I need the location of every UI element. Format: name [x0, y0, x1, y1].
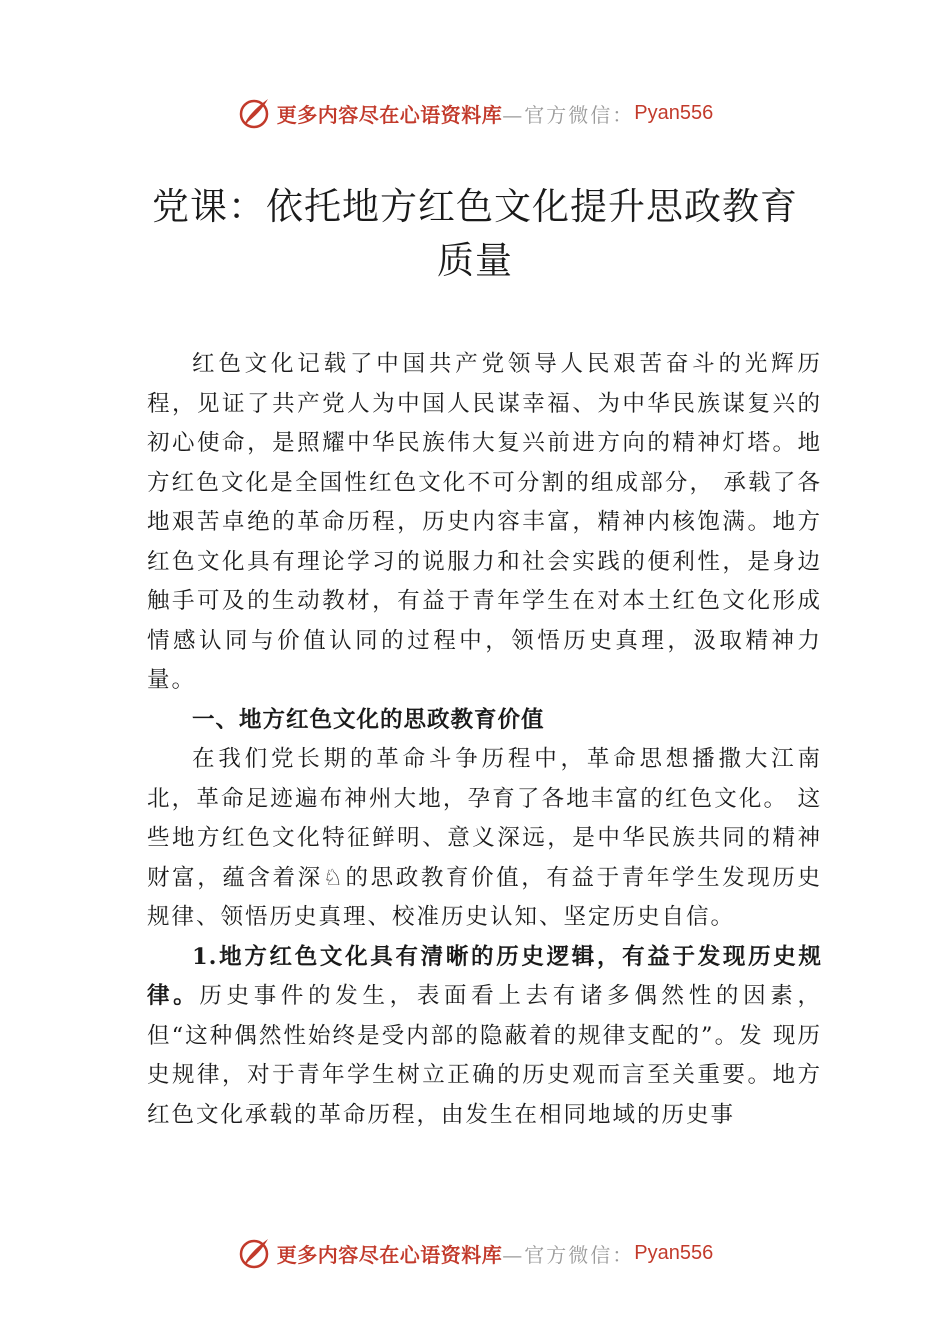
section-heading: 一、地方红色文化的思政教育价值	[192, 706, 545, 733]
point-text: 历史事件的发生，表面看上去有诸多偶然性的因素， 但“这种偶然性始终是受内部的隐蔽着的规律支配的”。发 现历史规律，对于青年学生树立正确的历史观而言至关重要。地方红色文化承载的革命历程，由发生在相同地域的历史事	[147, 983, 822, 1128]
point-paragraph	[147, 938, 822, 1136]
footer-banner	[0, 1233, 950, 1273]
intro-paragraph: 红色文化记载了中国共产党领导人民艰苦奋斗的光辉历程，见证了共产党人为中国人民谋幸福、为中华民族谋复兴的初心使命，是照耀中华民族伟大复兴前进方向的精神灯塔。地方红色文化是全国性红色文化不可分割的组成部分， 承载了各地艰苦卓绝的革命历程，历史内容丰富，精神内核饱满。地方红色文化具有理论学习的说服力和社会实践的便利性，是身边触手可及的生动教材，有益于青年学生在对本土红色文化形成情感认同与价值认同的过程中，领悟历史真理，汲取精神力量。	[147, 351, 822, 693]
promo-text: 更多内容尽在心语资料库	[276, 102, 503, 127]
official-wechat-label: —官方微信：	[502, 102, 635, 127]
promo-text: 更多内容尽在心语资料库	[276, 1242, 503, 1267]
official-wechat-label: —官方微信：	[502, 1242, 635, 1267]
header-banner	[0, 93, 950, 133]
section-paragraph: 在我们党长期的革命斗争历程中，革命思想播撒大江南北，革命足迹遍布神州大地，孕育了各地丰富的红色文化。 这些地方红色文化特征鲜明、意义深远，是中华民族共同的精神财富，蕴含着深♘的思政教育价值，有益于青年学生发现历史规律、领悟历史真理、校准历史认知、坚定历史自信。	[147, 746, 822, 930]
document-body	[147, 345, 822, 1135]
wechat-id: Pyan556	[634, 101, 714, 124]
document-title: 党课：依托地方红色文化提升思政教育质量	[152, 185, 798, 282]
wechat-id: Pyan556	[634, 1241, 714, 1264]
quill-logo-icon	[237, 95, 273, 131]
quill-logo-icon	[237, 1235, 273, 1271]
point-lead: 1.地方红色文化具有清晰的历史逻辑，有益于发现历史规律。	[147, 943, 822, 1009]
